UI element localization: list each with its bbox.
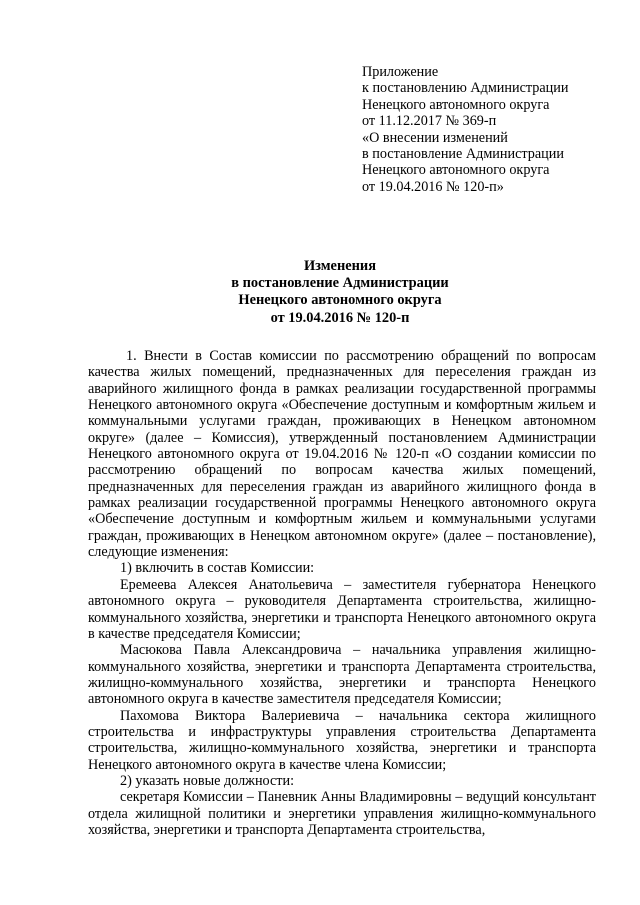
appendix-line: Ненецкого автономного округа <box>362 96 550 113</box>
paragraph-member-eremeev: Еремеева Алексея Анатольевича – заместителя губернатора Ненецкого автономного округа – руководителя Департамента строительства, жилищно-коммунального хозяйства, энергетики и транспорта Ненецкого автономного округа в качестве председателя Комиссии; <box>88 576 596 642</box>
title-line: Изменения <box>303 258 376 274</box>
paragraph-member-masyukov: Масюкова Павла Александровича – начальника управления жилищно-коммунального хозяйства, энергетики и транспорта Департамента строительства, жилищно-коммунального хозяйства, энергетики и транспорта Ненецкого автономного округа в качестве заместителя председателя Комиссии; <box>88 642 596 708</box>
paragraph-subitem-2: 2) указать новые должности: <box>120 772 295 789</box>
appendix-line: Приложение <box>362 64 439 80</box>
appendix-line: в постановление Администрации <box>362 146 564 163</box>
paragraph-secretary: секретаря Комиссии – Паневник Анны Владимировны – ведущий консультант отдела жилищной политики и энергетики управления жилищно-коммунального хозяйства, энергетики и транспорта Департамента строительства, <box>88 789 596 838</box>
appendix-line: от 11.12.2017 № 369-п <box>362 113 497 130</box>
appendix-line: Ненецкого автономного округа <box>362 162 550 179</box>
title-line: в постановление Администрации <box>231 275 449 292</box>
appendix-line: от 19.04.2016 № 120-п» <box>362 178 504 195</box>
paragraph-subitem-1: 1) включить в состав Комиссии: <box>120 560 315 577</box>
document-title <box>90 258 590 327</box>
paragraph-member-pakhomov: Пахомова Виктора Валериевича – начальника сектора жилищного строительства и инфраструктуры управления строительства Департамента строительства, жилищно-коммунального хозяйства, энергетики и транспорта Ненецкого автономного округа в качестве члена Комиссии; <box>88 707 596 773</box>
title-line: от 19.04.2016 № 120-п <box>270 309 410 326</box>
appendix-block <box>362 64 622 195</box>
title-line: Ненецкого автономного округа <box>238 292 442 309</box>
paragraph-item-1: 1. Внести в Состав комиссии по рассмотрению обращений по вопросам качества жилых помещений, предназначенных для переселения граждан из аварийного жилищного фонда в рамках реализации государственной программы Ненецкого автономного округа «Обеспечение доступным и комфортным жильем и коммунальными услугами граждан, проживающих в Ненецком автономном округе» (далее – Комиссия), утвержденный постановлением Администрации Ненецкого автономного округа от 19.04.2016 № 120-п «О создании комиссии по рассмотрению обращений по вопросам качества жилых помещений, предназначенных для переселения граждан из аварийного жилищного фонда в рамках реализации государственной программы Ненецкого автономного округа «Обеспечение доступным и комфортным жильем и коммунальными услугами граждан, проживающих в Ненецком автономном округе» (далее – постановление), следующие изменения: <box>88 348 596 561</box>
document-body <box>88 348 596 838</box>
appendix-line: к постановлению Администрации <box>362 80 569 97</box>
appendix-line: «О внесении изменений <box>362 129 508 146</box>
